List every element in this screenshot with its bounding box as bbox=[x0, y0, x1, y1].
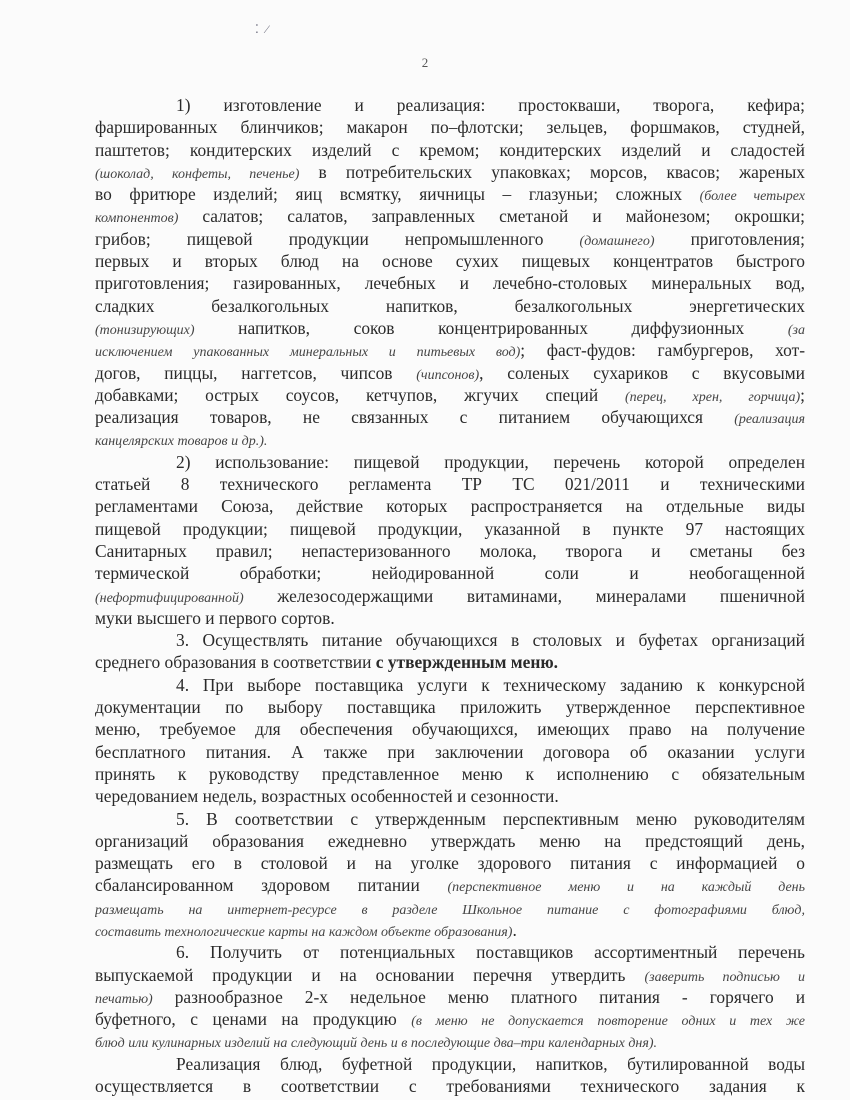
text-line bbox=[95, 718, 805, 740]
text-line bbox=[95, 941, 805, 963]
italic-note: размещать на интернет-ресурсе в разделе Школьное питание с фотографиями блюд, bbox=[95, 902, 805, 918]
text-segment: грибов; пищевой продукции непромышленного bbox=[95, 228, 580, 249]
text-line bbox=[95, 1053, 805, 1075]
text-line bbox=[95, 651, 805, 673]
text-segment: 2) использование: пищевой продукции, перечень которой определен bbox=[176, 451, 805, 472]
text-line bbox=[95, 384, 805, 406]
text-segment: железосодержащими витаминами, минералами пшеничной bbox=[243, 585, 805, 606]
italic-note: (более четырех bbox=[699, 189, 805, 205]
text-segment: первых и вторых блюд на основе сухих пищевых концентратов быстрого bbox=[95, 251, 805, 272]
text-segment: меню, требуемое для обеспечения обучающихся, имеющих право на получение bbox=[95, 719, 805, 740]
italic-note: (чипсонов) bbox=[416, 367, 480, 383]
text-line bbox=[95, 183, 805, 205]
text-line bbox=[95, 830, 805, 852]
text-line bbox=[95, 585, 805, 607]
text-line bbox=[95, 362, 805, 384]
text-segment: добавками; острых соусов, кетчупов, жгучих специй bbox=[95, 384, 625, 405]
text-segment: в потребительских упаковках; морсов, квасов; жареных bbox=[299, 161, 805, 182]
text-segment: регламентами Союза, действие которых распространяется на отдельные виды bbox=[95, 496, 805, 517]
text-line bbox=[95, 562, 805, 584]
text-segment: пищевой продукции; пищевой продукции, указанной в пункте 97 настоящих bbox=[95, 518, 805, 539]
text-segment: догов, пиццы, наггетсов, чипсов bbox=[95, 362, 417, 383]
italic-note: (в меню не допускается повторение одних и тех же bbox=[411, 1014, 805, 1030]
text-segment: ; фаст-фудов: гамбургеров, хот- bbox=[520, 340, 805, 361]
text-segment: разнообразное 2-х недельное меню платного питания - горячего и bbox=[152, 986, 805, 1007]
text-line bbox=[95, 339, 805, 361]
text-segment: термической обработки; нейодированной соли и необогащенной bbox=[95, 563, 805, 584]
italic-note: (нефортифицированной) bbox=[95, 590, 244, 606]
text-line bbox=[95, 139, 805, 161]
text-line bbox=[95, 451, 805, 473]
text-segment: паштетов; кондитерских изделий с кремом; кондитерских изделий и сладостей bbox=[95, 139, 805, 160]
text-segment: выпускаемой продукции и на основании перечня утвердить bbox=[95, 964, 645, 985]
text-segment: принять к руководству представленное меню к исполнению с обязательным bbox=[95, 763, 805, 784]
text-segment: организаций образования ежедневно утверждать меню на предстоящий день, bbox=[95, 830, 805, 851]
italic-note: (домашнего) bbox=[579, 233, 655, 249]
text-line bbox=[95, 629, 805, 651]
italic-note: канцелярских товаров и др.). bbox=[95, 434, 268, 450]
page-number: 2 bbox=[421, 55, 429, 70]
text-segment: буфетного, с ценами на продукцию bbox=[95, 1009, 412, 1030]
text-line bbox=[95, 1008, 805, 1030]
text-line bbox=[95, 763, 805, 785]
text-line bbox=[95, 540, 805, 562]
text-segment: документации по выбору поставщика приложить утвержденное перспективное bbox=[95, 697, 805, 718]
text-line bbox=[95, 495, 805, 517]
italic-note: компонентов) bbox=[95, 211, 179, 227]
italic-note: (реализация bbox=[734, 412, 805, 428]
text-segment: размещать его в столовой и на уголке здорового питания с информацией о bbox=[95, 853, 805, 874]
italic-note: блюд или кулинарных изделий на следующий день и в последующие два–три календарных дня). bbox=[95, 1036, 658, 1052]
italic-note: печатью) bbox=[95, 991, 153, 1007]
text-segment: 3. Осуществлять питание обучающихся в столовых и буфетах организаций bbox=[176, 630, 805, 651]
italic-note: составить технологические карты на каждом объекте образования) bbox=[95, 924, 513, 940]
text-segment: во фритюре изделий; яиц всмятку, яичницы – глазуньи; сложных bbox=[95, 184, 700, 205]
text-line bbox=[95, 473, 805, 495]
text-line bbox=[95, 228, 805, 250]
text-line bbox=[95, 94, 805, 116]
text-line bbox=[95, 1075, 805, 1097]
text-segment: бесплатного питания. А также при заключении договора об оказании услуги bbox=[95, 741, 805, 762]
text-line bbox=[95, 674, 805, 696]
text-line bbox=[95, 116, 805, 138]
text-line bbox=[95, 161, 805, 183]
document-body bbox=[95, 94, 805, 1097]
text-segment: 5. В соответствии с утвержденным перспективным меню руководителям bbox=[176, 808, 805, 829]
text-segment: напитков, соков концентрированных диффузионных bbox=[194, 317, 788, 338]
text-segment: 6. Получить от потенциальных поставщиков ассортиментный перечень bbox=[176, 942, 805, 963]
text-segment: Реализация блюд, буфетной продукции, напитков, бутилированной воды bbox=[176, 1053, 805, 1074]
text-line bbox=[95, 1030, 805, 1052]
text-segment: ; bbox=[800, 384, 805, 405]
text-segment: , соленых сухариков с вкусовыми bbox=[479, 362, 805, 383]
text-line bbox=[95, 317, 805, 339]
text-segment: сладких безалкогольных напитков, безалкогольных энергетических bbox=[95, 295, 805, 316]
text-line bbox=[95, 785, 805, 807]
bold-text: с утвержденным меню. bbox=[375, 652, 559, 673]
italic-note: исключением упакованных минеральных и питьевых вод) bbox=[95, 345, 521, 361]
text-segment: приготовления; газированных, лечебных и лечебно-столовых минеральных вод, bbox=[95, 273, 805, 294]
scan-specks: ⁚ ⁄ bbox=[255, 22, 270, 36]
italic-note: (за bbox=[787, 322, 805, 338]
text-line bbox=[95, 986, 805, 1008]
text-segment: муки высшего и первого сортов. bbox=[95, 607, 335, 628]
text-segment: приготовления; bbox=[654, 228, 805, 249]
text-line bbox=[95, 964, 805, 986]
text-line bbox=[95, 919, 805, 941]
text-line bbox=[95, 852, 805, 874]
text-segment: Санитарных правил; непастеризованного молока, творога и сметаны без bbox=[95, 540, 805, 561]
text-line bbox=[95, 741, 805, 763]
text-line bbox=[95, 518, 805, 540]
text-line bbox=[95, 428, 805, 450]
italic-note: (тонизирующих) bbox=[95, 322, 195, 338]
text-line bbox=[95, 874, 805, 896]
text-line bbox=[95, 272, 805, 294]
italic-note: (заверить подписью и bbox=[644, 969, 805, 985]
text-line bbox=[95, 808, 805, 830]
text-segment: осуществляется в соответствии с требованиями технического задания к bbox=[95, 1076, 805, 1097]
italic-note: (перец, хрен, горчица) bbox=[624, 389, 801, 405]
italic-note: (шоколад, конфеты, печенье) bbox=[95, 166, 300, 182]
text-segment: сбалансированном здоровом питании bbox=[95, 875, 448, 896]
text-line bbox=[95, 696, 805, 718]
text-segment: среднего образования в соответствии bbox=[95, 652, 376, 673]
text-line bbox=[95, 295, 805, 317]
text-segment: статьей 8 технического регламента ТР ТС 021/2011 и техническими bbox=[95, 474, 805, 495]
text-segment: 4. При выборе поставщика услуги к техническому заданию к конкурсной bbox=[176, 674, 805, 695]
text-line bbox=[95, 897, 805, 919]
text-segment: салатов; салатов, заправленных сметаной и майонезом; окрошки; bbox=[178, 206, 805, 227]
text-line bbox=[95, 607, 805, 629]
text-line bbox=[95, 250, 805, 272]
text-segment: фаршированных блинчиков; макарон по–флотски; зельцев, форшмаков, студней, bbox=[95, 117, 805, 138]
text-segment: 1) изготовление и реализация: простокваши, творога, кефира; bbox=[176, 95, 805, 115]
italic-note: (перспективное меню и на каждый день bbox=[447, 880, 805, 896]
text-segment: реализация товаров, не связанных с питанием обучающихся bbox=[95, 407, 735, 428]
text-line bbox=[95, 205, 805, 227]
text-segment: чередованием недель, возрастных особенностей и сезонности. bbox=[95, 786, 559, 807]
text-segment: . bbox=[512, 919, 517, 940]
text-line bbox=[95, 406, 805, 428]
